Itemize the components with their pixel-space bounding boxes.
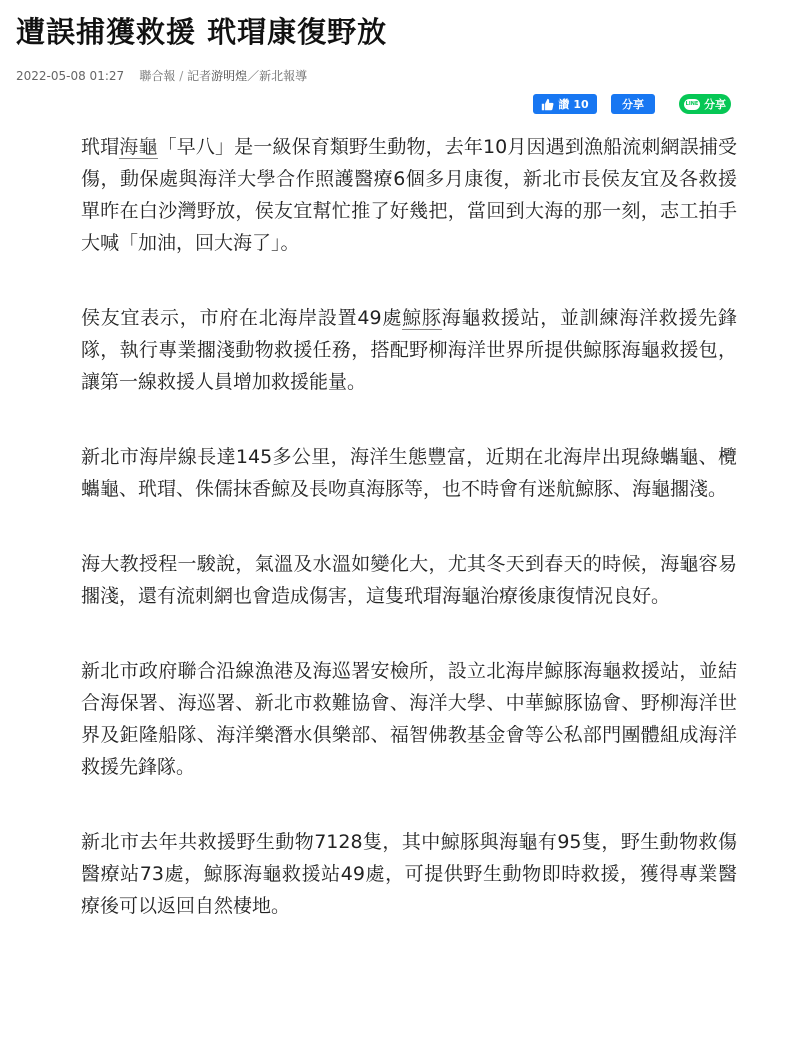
facebook-like-button[interactable] bbox=[533, 94, 597, 114]
keyword-link-sea-turtle[interactable]: 海龜 bbox=[119, 136, 158, 158]
keyword-link-cetacean[interactable]: 鯨豚 bbox=[402, 307, 442, 329]
article-paragraph-6: 新北市去年共救援野生動物7128隻，其中鯨豚與海龜有95隻，野生動物救傷醫療站73處，鯨豚海龜救援站49處，可提供野生動物即時救援，獲得專業醫療後可以返回自然棲地。 bbox=[81, 831, 737, 917]
article-paragraph-1 bbox=[81, 131, 737, 259]
facebook-share-button[interactable]: 分享 bbox=[611, 94, 655, 114]
source-name[interactable]: 聯合報 bbox=[139, 69, 176, 83]
reporter-prefix: 記者 bbox=[187, 69, 212, 83]
meta-separator: / bbox=[175, 69, 188, 83]
line-share-button[interactable] bbox=[679, 94, 731, 114]
article-paragraph-5: 新北市政府聯合沿線漁港及海巡署安檢所，設立北海岸鯨豚海龜救援站，並結合海保署、海巡署、新北市救難協會、海洋大學、中華鯨豚協會、野柳海洋世界及鉅隆船隊、海洋樂潛水俱樂部、福智佛教基金會等公私部門團體組成海洋救援先鋒隊。 bbox=[81, 660, 737, 778]
paragraph-text: 「早八」是一級保育類野生動物，去年10月因遇到漁船流刺網誤捕受傷，動保處與海洋大學合作照護醫療6個多月康復，新北市長侯友宜及各救援單昨在白沙灣野放，侯友宜幫忙推了好幾把，當回到大海的那一刻，志工拍手大喊「加油，回大海了」。 bbox=[81, 136, 737, 254]
article-paragraph-4: 海大教授程一駿說，氣溫及水溫如變化大，尤其冬天到春天的時候，海龜容易擱淺，還有流刺網也會造成傷害，這隻玳瑁海龜治療後康復情況良好。 bbox=[81, 553, 737, 607]
article-paragraph-3: 新北市海岸線長達145多公里，海洋生態豐富，近期在北海岸出現綠蠵龜、欖蠵龜、玳瑁、侏儒抹香鯨及長吻真海豚等，也不時會有迷航鯨豚、海龜擱淺。 bbox=[81, 446, 737, 500]
paragraph-text: 侯友宜表示，市府在北海岸設置49處 bbox=[81, 307, 403, 329]
like-count: 10 bbox=[573, 97, 589, 111]
line-share-label: 分享 bbox=[704, 98, 726, 111]
reporter-suffix: ／新北報導 bbox=[247, 69, 308, 83]
reporter-name[interactable]: 游明煌 bbox=[211, 69, 248, 83]
article-body bbox=[81, 131, 737, 965]
publish-datetime: 2022-05-08 01:27 bbox=[16, 69, 125, 83]
line-logo-icon: LINE bbox=[684, 99, 700, 110]
paragraph-text: 海龜救援站，並訓練海洋救援先鋒隊，執行專業擱淺動物救援任務，搭配野柳海洋世界所提供鯨豚海龜救援包，讓第一線救援人員增加救援能量。 bbox=[81, 307, 737, 393]
paragraph-text: 玳瑁 bbox=[81, 136, 120, 158]
share-bar bbox=[0, 94, 795, 114]
article-meta bbox=[16, 67, 307, 84]
like-label: 讚 bbox=[558, 98, 570, 111]
article-paragraph-2 bbox=[81, 302, 737, 398]
thumbs-up-icon bbox=[541, 98, 554, 111]
article-headline: 遭誤捕獲救援 玳瑁康復野放 bbox=[16, 15, 388, 49]
